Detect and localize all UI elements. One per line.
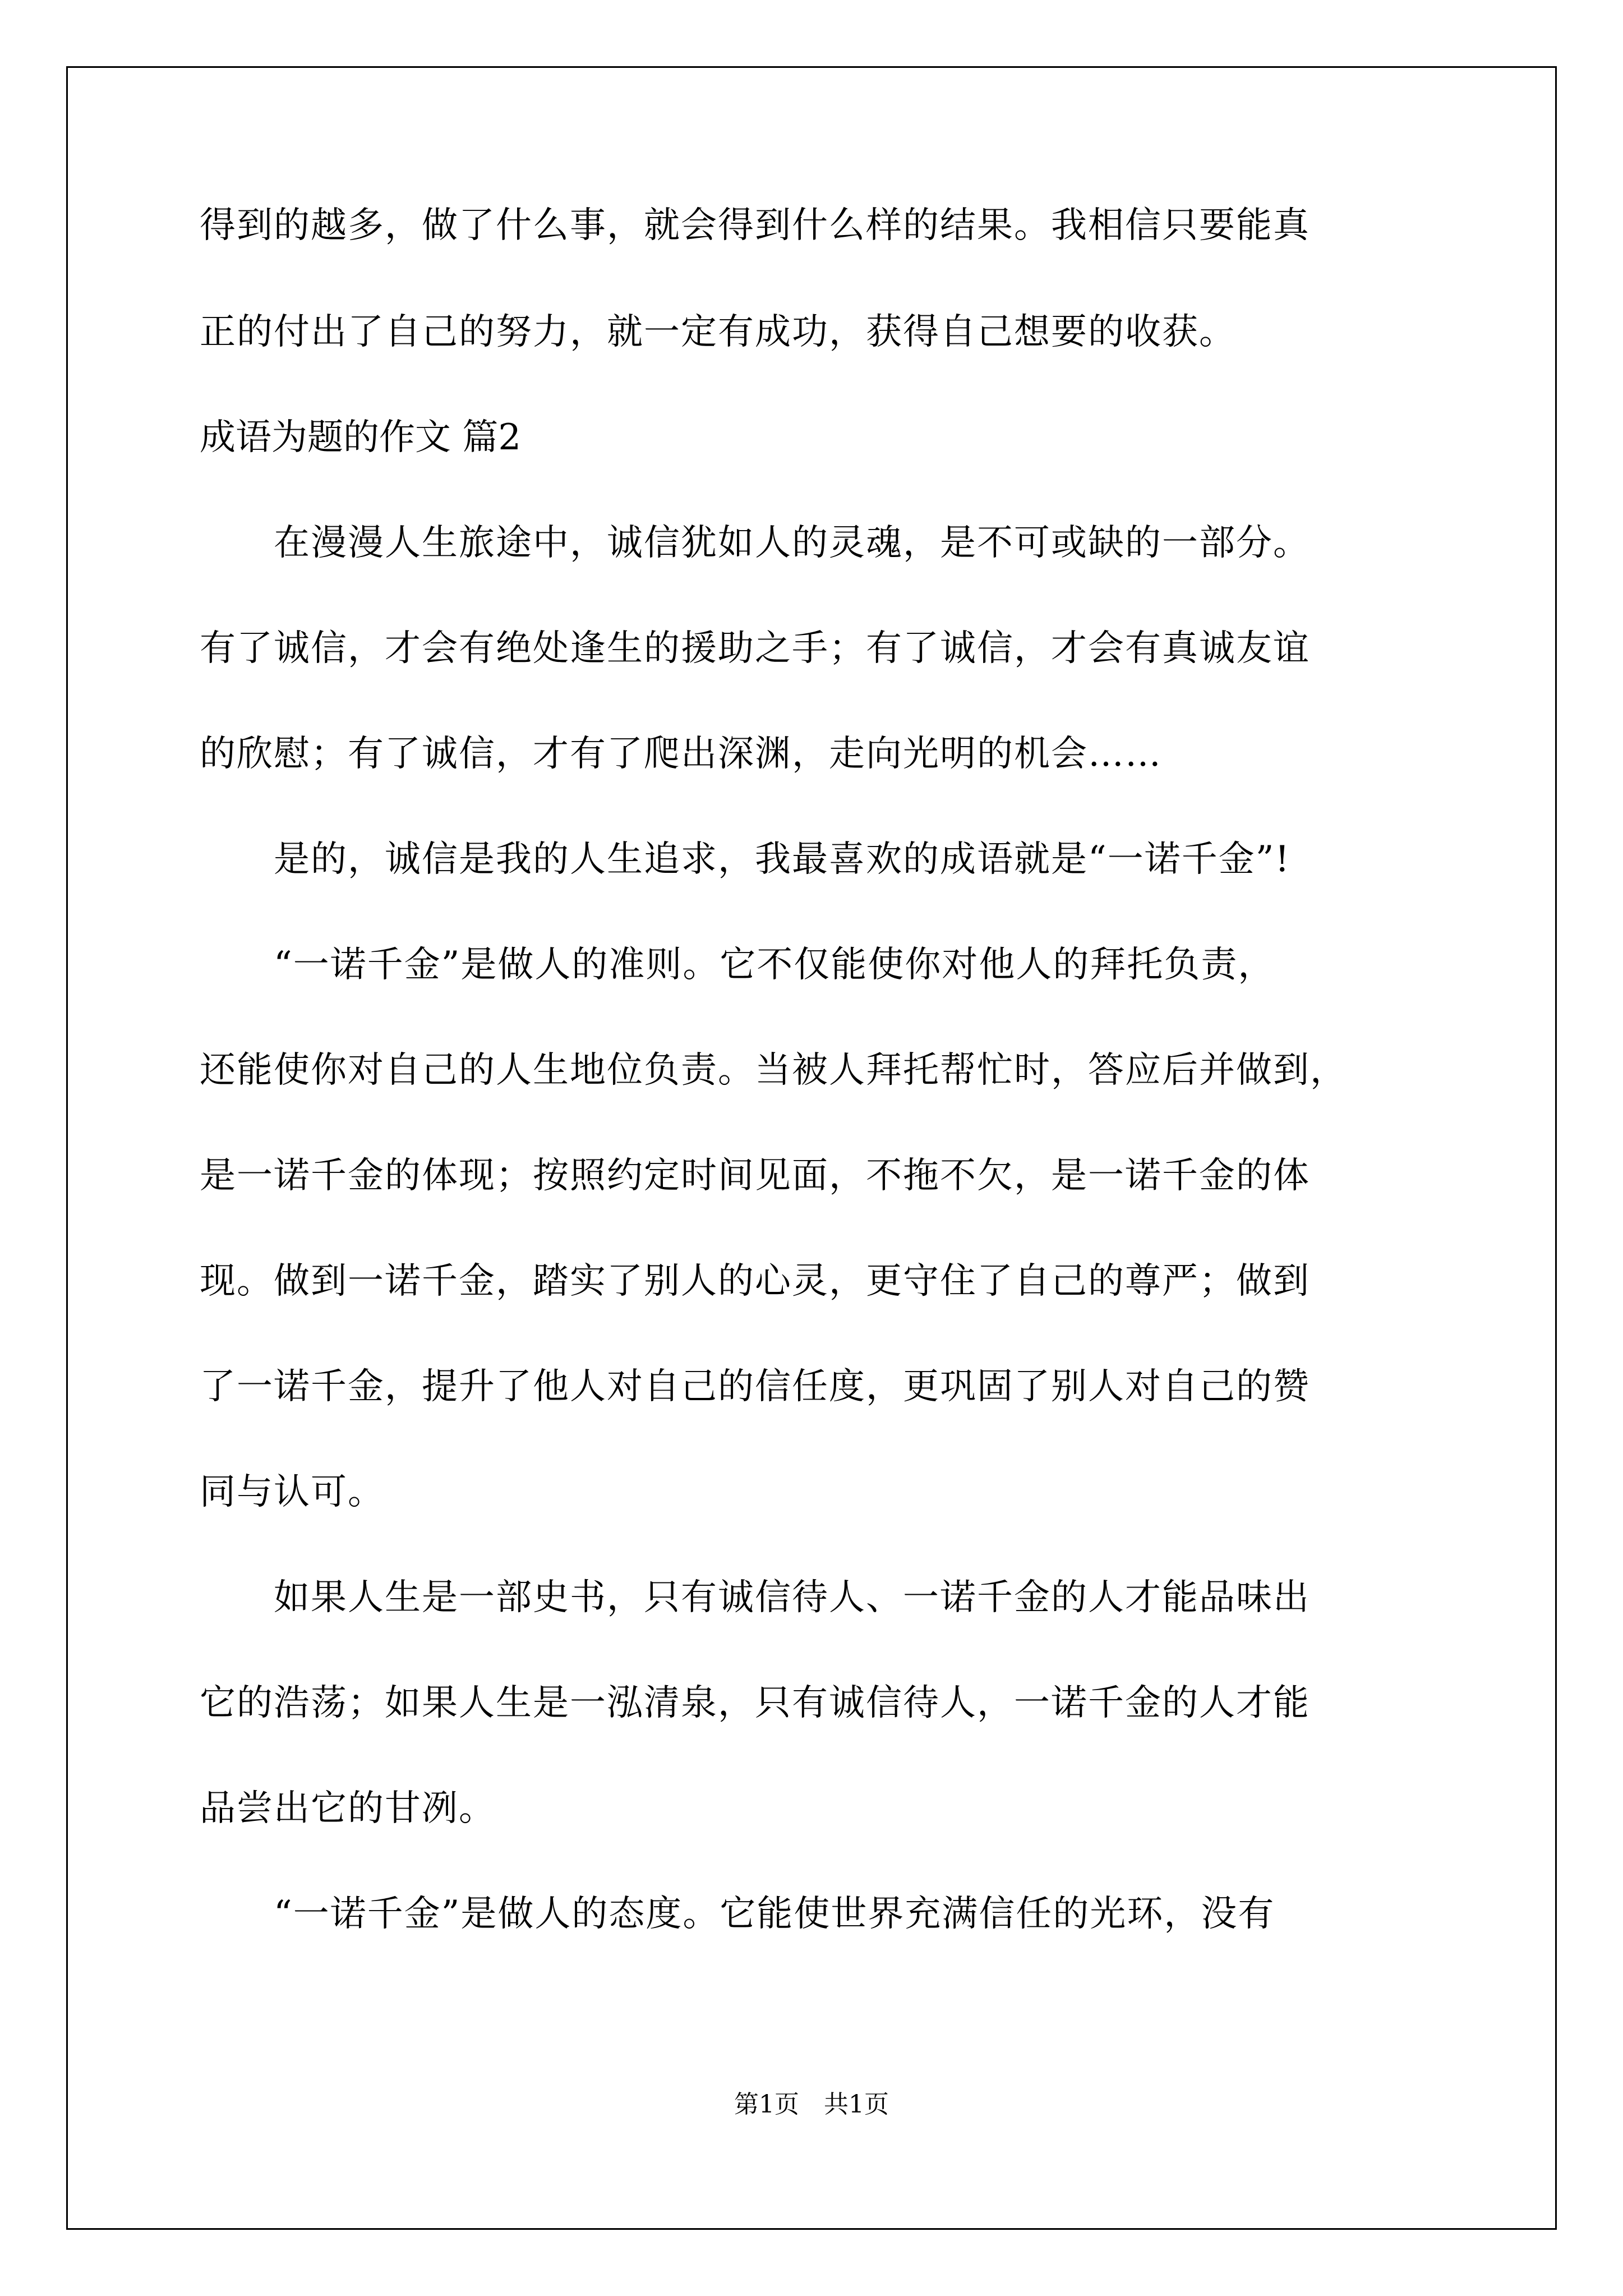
- paragraph-line: 是一诺千金的体现；按照约定时间见面，不拖不欠，是一诺千金的体: [200, 1155, 1310, 1197]
- section-heading: 成语为题的作文 篇2: [200, 417, 522, 458]
- paragraph-line: 正的付出了自己的努力，就一定有成功，获得自己想要的收获。: [200, 311, 1236, 353]
- paragraph-line: “一诺千金”是做人的态度。它能使世界充满信任的光环，没有: [200, 1893, 1275, 1935]
- paragraph-line: 同与认可。: [200, 1471, 385, 1513]
- paragraph-line: 现。做到一诺千金，踏实了别人的心灵，更守住了自己的尊严；做到: [200, 1260, 1310, 1302]
- document-body: [200, 205, 1433, 1935]
- paragraph-line: 是的，诚信是我的人生追求，我最喜欢的成语就是“一诺千金”!: [200, 839, 1291, 880]
- paragraph-line: 得到的越多，做了什么事，就会得到什么样的结果。我相信只要能真: [200, 205, 1310, 246]
- paragraph-line: 了一诺千金，提升了他人对自己的信任度，更巩固了别人对自己的赞: [200, 1366, 1310, 1407]
- page-footer: 第1页 共1页: [734, 2090, 889, 2119]
- paragraph-line: “一诺千金”是做人的准则。它不仅能使你对他人的拜托负责，: [200, 944, 1275, 986]
- paragraph-line: 它的浩荡；如果人生是一泓清泉，只有诚信待人，一诺千金的人才能: [200, 1682, 1310, 1724]
- paragraph-line: 的欣慰；有了诚信，才有了爬出深渊，走向光明的机会……: [200, 733, 1162, 775]
- paragraph-line: 还能使你对自己的人生地位负责。当被人拜托帮忙时，答应后并做到，: [200, 1050, 1347, 1091]
- paragraph-line: 品尝出它的甘冽。: [200, 1788, 496, 1829]
- paragraph-line: 如果人生是一部史书，只有诚信待人、一诺千金的人才能品味出: [200, 1577, 1310, 1618]
- paragraph-line: 在漫漫人生旅途中，诚信犹如人的灵魂，是不可或缺的一部分。: [200, 522, 1310, 564]
- paragraph-line: 有了诚信，才会有绝处逢生的援助之手；有了诚信，才会有真诚友谊: [200, 628, 1310, 669]
